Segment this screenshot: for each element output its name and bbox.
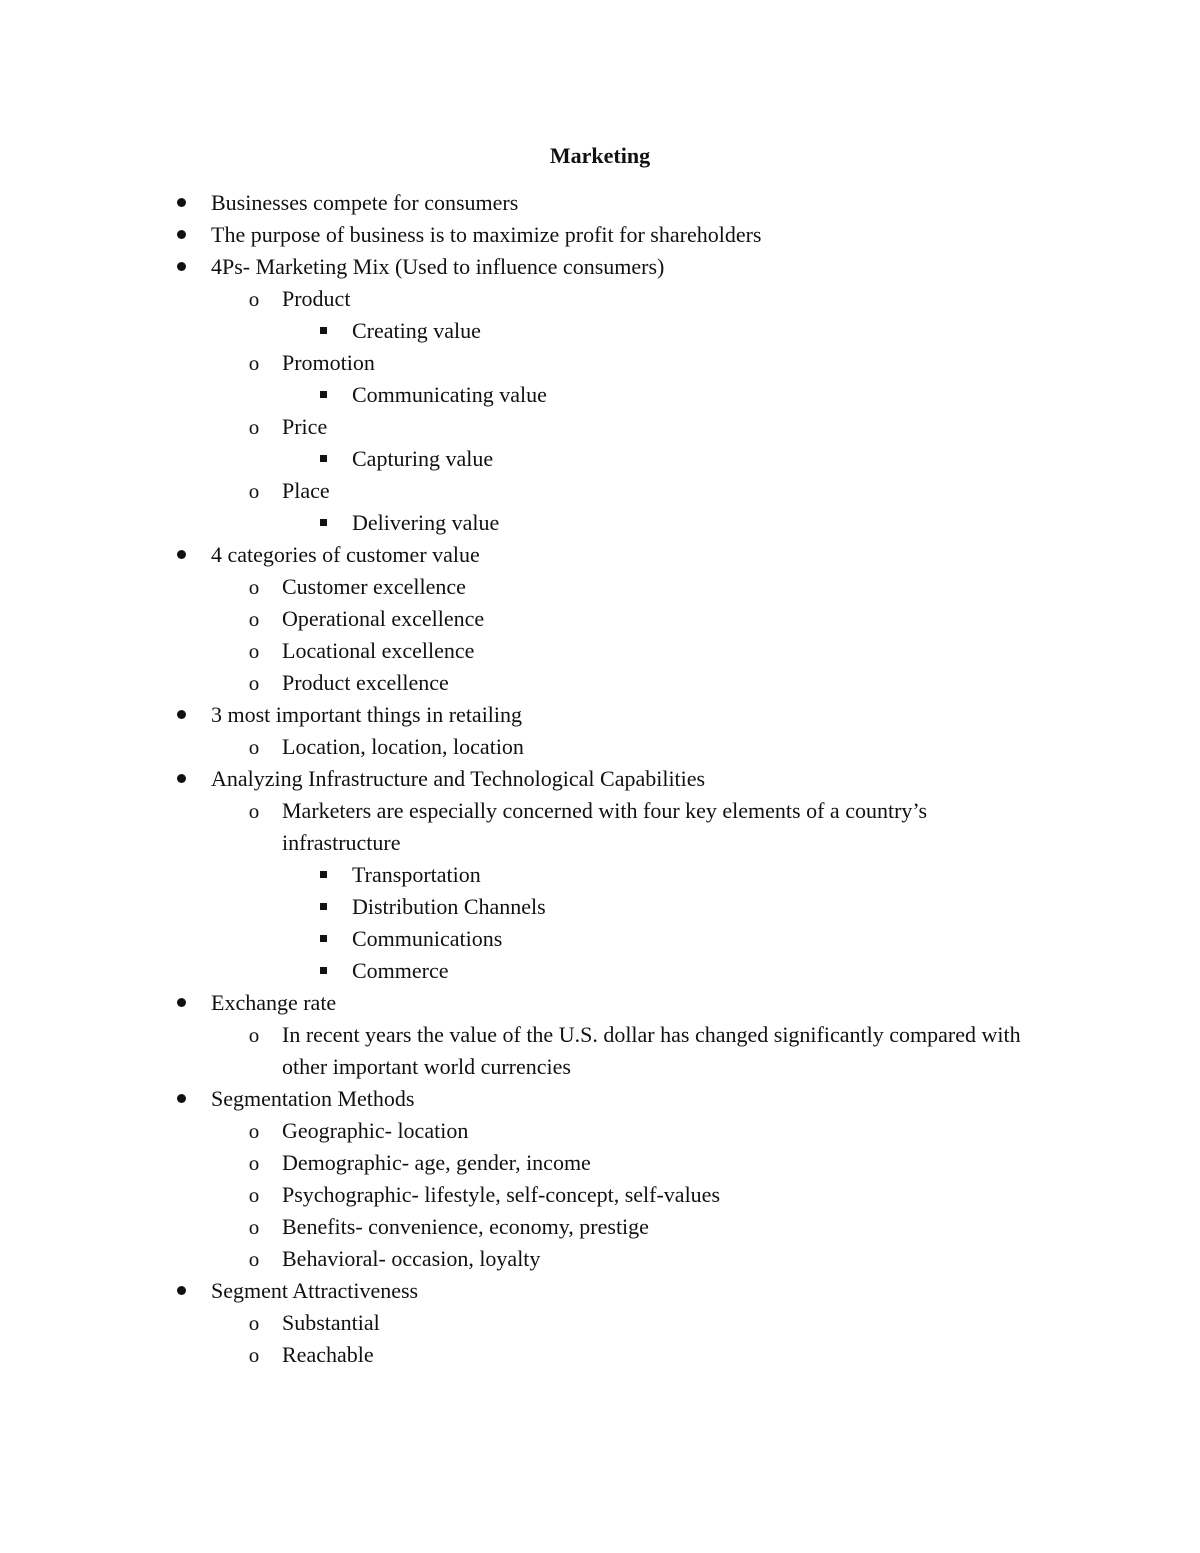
bullet-outline bbox=[0, 187, 1200, 1371]
bullet-square-icon bbox=[313, 955, 333, 987]
list-item bbox=[0, 1179, 1200, 1211]
list-item bbox=[0, 443, 1200, 475]
bullet-circle-icon: o bbox=[248, 639, 260, 663]
bullet-square-icon bbox=[313, 315, 333, 347]
list-item bbox=[0, 763, 1200, 795]
bullet-dot-icon bbox=[171, 1083, 191, 1115]
list-item bbox=[0, 923, 1200, 955]
list-item bbox=[0, 795, 1200, 859]
list-item-text: Communications bbox=[352, 926, 503, 951]
bullet-circle-icon: o bbox=[248, 287, 260, 311]
bullet-dot-icon bbox=[171, 187, 191, 219]
list-item bbox=[0, 603, 1200, 635]
bullet-circle-icon: o bbox=[248, 1183, 260, 1207]
bullet-circle-icon: o bbox=[248, 607, 260, 631]
list-item-text: Marketers are especially concerned with four key elements of a country’s infrastructure bbox=[282, 798, 928, 855]
list-item-text: Price bbox=[282, 414, 328, 439]
list-item bbox=[0, 347, 1200, 379]
list-item bbox=[0, 219, 1200, 251]
list-item bbox=[0, 1243, 1200, 1275]
bullet-circle-icon: o bbox=[248, 1311, 260, 1335]
bullet-dot-icon bbox=[171, 699, 191, 731]
list-item-text: Commerce bbox=[352, 958, 449, 983]
list-item-text: Communicating value bbox=[352, 382, 547, 407]
page-title: Marketing bbox=[549, 143, 651, 168]
list-item-text: Distribution Channels bbox=[352, 894, 546, 919]
bullet-circle-icon: o bbox=[248, 671, 260, 695]
list-item-text: Creating value bbox=[352, 318, 481, 343]
bullet-circle-icon: o bbox=[248, 1247, 260, 1271]
bullet-square-icon bbox=[313, 859, 333, 891]
list-item bbox=[0, 1339, 1200, 1371]
list-item-text: Product excellence bbox=[282, 670, 449, 695]
list-item bbox=[0, 1083, 1200, 1115]
list-item bbox=[0, 1019, 1200, 1083]
list-item-text: Transportation bbox=[352, 862, 481, 887]
bullet-circle-icon: o bbox=[248, 1151, 260, 1175]
bullet-circle-icon: o bbox=[248, 735, 260, 759]
list-item-text: Delivering value bbox=[352, 510, 500, 535]
bullet-square-icon bbox=[313, 923, 333, 955]
list-item bbox=[0, 987, 1200, 1019]
bullet-dot-icon bbox=[171, 539, 191, 571]
list-item bbox=[0, 955, 1200, 987]
bullet-circle-icon: o bbox=[248, 1343, 260, 1367]
list-item-text: Businesses compete for consumers bbox=[211, 190, 519, 215]
bullet-dot-icon bbox=[171, 251, 191, 283]
bullet-square-icon bbox=[313, 891, 333, 923]
list-item-text: Reachable bbox=[282, 1342, 374, 1367]
list-item bbox=[0, 539, 1200, 571]
list-item-text: Segmentation Methods bbox=[211, 1086, 415, 1111]
list-item-text: Customer excellence bbox=[282, 574, 466, 599]
list-item-text: Capturing value bbox=[352, 446, 494, 471]
list-item-text: Operational excellence bbox=[282, 606, 485, 631]
list-item-text: The purpose of business is to maximize profit for shareholders bbox=[211, 222, 762, 247]
list-item bbox=[0, 1307, 1200, 1339]
list-item-text: 4Ps- Marketing Mix (Used to influence consumers) bbox=[211, 254, 665, 279]
bullet-circle-icon: o bbox=[248, 1215, 260, 1239]
list-item-text: 3 most important things in retailing bbox=[211, 702, 523, 727]
list-item bbox=[0, 475, 1200, 507]
list-item-text: Psychographic- lifestyle, self-concept, self-values bbox=[282, 1182, 721, 1207]
list-item bbox=[0, 731, 1200, 763]
list-item bbox=[0, 507, 1200, 539]
bullet-circle-icon: o bbox=[248, 415, 260, 439]
list-item-text: Geographic- location bbox=[282, 1118, 469, 1143]
list-item-text: Place bbox=[282, 478, 330, 503]
list-item-text: Product bbox=[282, 286, 351, 311]
list-item bbox=[0, 411, 1200, 443]
bullet-dot-icon bbox=[171, 219, 191, 251]
list-item bbox=[0, 667, 1200, 699]
list-item-text: Location, location, location bbox=[282, 734, 524, 759]
list-item bbox=[0, 1147, 1200, 1179]
bullet-square-icon bbox=[313, 507, 333, 539]
list-item-text: 4 categories of customer value bbox=[211, 542, 480, 567]
list-item bbox=[0, 859, 1200, 891]
list-item-text: Substantial bbox=[282, 1310, 380, 1335]
bullet-dot-icon bbox=[171, 763, 191, 795]
list-item-text: Exchange rate bbox=[211, 990, 337, 1015]
list-item bbox=[0, 635, 1200, 667]
bullet-circle-icon: o bbox=[248, 799, 260, 823]
list-item-text: Analyzing Infrastructure and Technological Capabilities bbox=[211, 766, 706, 791]
list-item bbox=[0, 315, 1200, 347]
list-item-text: Benefits- convenience, economy, prestige bbox=[282, 1214, 649, 1239]
list-item bbox=[0, 1275, 1200, 1307]
bullet-circle-icon: o bbox=[248, 1119, 260, 1143]
list-item-text: Promotion bbox=[282, 350, 375, 375]
bullet-square-icon bbox=[313, 443, 333, 475]
list-item bbox=[0, 891, 1200, 923]
list-item-text: Locational excellence bbox=[282, 638, 475, 663]
bullet-circle-icon: o bbox=[248, 1023, 260, 1047]
list-item bbox=[0, 571, 1200, 603]
bullet-circle-icon: o bbox=[248, 351, 260, 375]
list-item-text: Demographic- age, gender, income bbox=[282, 1150, 591, 1175]
list-item bbox=[0, 283, 1200, 315]
bullet-circle-icon: o bbox=[248, 575, 260, 599]
list-item bbox=[0, 1115, 1200, 1147]
list-item bbox=[0, 1211, 1200, 1243]
list-item bbox=[0, 699, 1200, 731]
bullet-square-icon bbox=[313, 379, 333, 411]
list-item-text: Behavioral- occasion, loyalty bbox=[282, 1246, 541, 1271]
bullet-dot-icon bbox=[171, 1275, 191, 1307]
list-item bbox=[0, 187, 1200, 219]
bullet-circle-icon: o bbox=[248, 479, 260, 503]
list-item bbox=[0, 379, 1200, 411]
bullet-dot-icon bbox=[171, 987, 191, 1019]
list-item-text: Segment Attractiveness bbox=[211, 1278, 419, 1303]
list-item bbox=[0, 251, 1200, 283]
list-item-text: In recent years the value of the U.S. dollar has changed significantly compared with other important world currencies bbox=[282, 1022, 1021, 1079]
